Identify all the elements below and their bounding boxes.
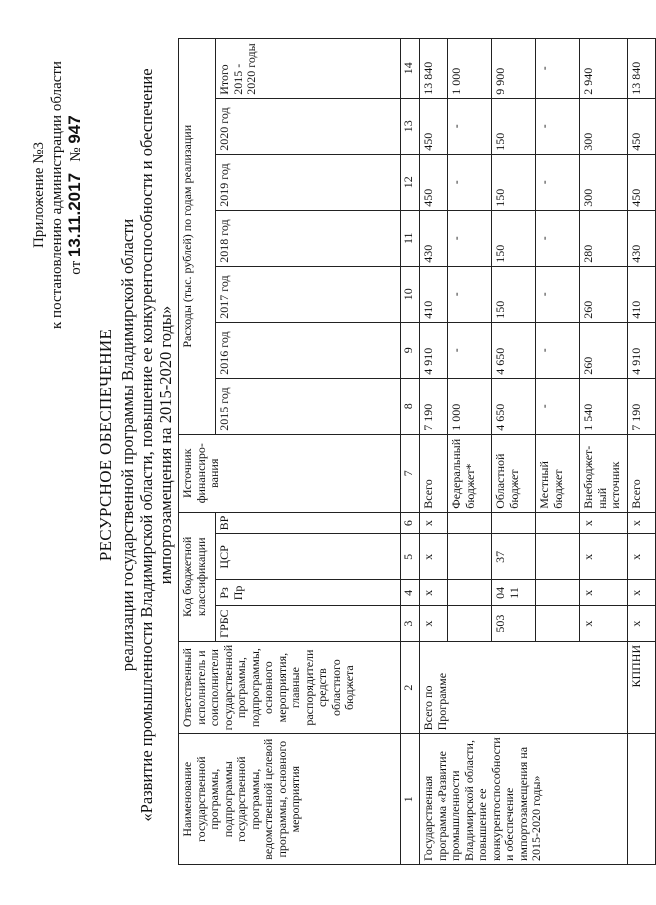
header-budget-code: Код бюджетной классификации [179, 512, 216, 641]
header-vr: ВР [216, 512, 401, 534]
csr-cell: х [580, 534, 628, 580]
value-cell: 260 [580, 266, 628, 322]
index-cell: 11 [401, 210, 420, 266]
vr-cell: х [580, 512, 628, 534]
header-rzpr [216, 580, 401, 606]
value-cell: 7 190 [420, 378, 448, 434]
grbs-cell [536, 606, 580, 641]
title-line4: импортозамещения на 2015-2020 годы» [156, 305, 175, 585]
source-cell: Внебюджет-ный источник [580, 434, 628, 512]
title-line3: «Развитие промышленности Владимирской области, повышение ее конкурентоспособности и обеспечение [137, 68, 156, 822]
header-year-2020: 2020 год [216, 98, 401, 154]
source-cell: Областной бюджет [492, 434, 536, 512]
value-cell: - [448, 322, 492, 378]
header-program-name: Наименование государственной программы, подпрограммы государственной программы, ведомственной целевой программы, основного мероприятия [179, 734, 401, 865]
header-executor: Ответственный исполнитель и соисполнители государственной программы, подпрограммы, основного мероприятия, главные распорядители средств областного бюджета [179, 641, 401, 734]
value-cell: 450 [628, 98, 656, 154]
value-cell: 4 910 [628, 322, 656, 378]
value-cell: 1 000 [448, 38, 492, 98]
value-cell: 430 [628, 210, 656, 266]
header-row-1 [179, 38, 216, 864]
index-cell: 4 [401, 580, 420, 606]
index-cell: 14 [401, 38, 420, 98]
header-rz: Рз [217, 587, 231, 599]
index-cell: 7 [401, 434, 420, 512]
appendix-number: 947 [65, 115, 84, 144]
csr-cell: х [420, 534, 448, 580]
source-cell: Всего [420, 434, 448, 512]
rzpr-cell: х [628, 580, 656, 606]
vr-cell: х [628, 512, 656, 534]
executor-cell: КППНИ [628, 641, 656, 734]
source-cell: Федеральный бюджет* [448, 434, 492, 512]
value-cell: 260 [580, 322, 628, 378]
resource-table-wrap [178, 38, 656, 865]
value-cell: - [536, 210, 580, 266]
index-cell: 6 [401, 512, 420, 534]
value-cell: - [536, 378, 580, 434]
header-year-2017: 2017 год [216, 266, 401, 322]
value-cell: 4 650 [492, 378, 536, 434]
value-cell: - [536, 38, 580, 98]
value-cell: 300 [580, 98, 628, 154]
value-cell: - [448, 210, 492, 266]
header-grbs: ГРБС [216, 606, 401, 641]
value-cell: - [448, 98, 492, 154]
grbs-cell [448, 606, 492, 641]
csr-cell: 37 [492, 534, 536, 580]
resource-table [178, 38, 656, 865]
value-cell: 9 900 [492, 38, 536, 98]
title-line2: реализации государственной программы Владимирской области [118, 218, 137, 672]
header-source: Источник финансиро-вания [179, 434, 401, 512]
rzpr-cell: х [420, 580, 448, 606]
table-row [420, 38, 448, 864]
value-cell: 1 000 [448, 378, 492, 434]
grbs-cell: 503 [492, 606, 536, 641]
index-cell: 13 [401, 98, 420, 154]
header-csr: ЦСР [216, 534, 401, 580]
value-cell: 4 910 [420, 322, 448, 378]
value-cell: 4 650 [492, 322, 536, 378]
rzpr-cell [536, 580, 580, 606]
executor-cell: Всего по Программе [420, 641, 628, 734]
value-cell: 280 [580, 210, 628, 266]
value-cell: 7 190 [628, 378, 656, 434]
value-cell: 150 [492, 154, 536, 210]
index-cell: 9 [401, 322, 420, 378]
index-cell: 1 [401, 734, 420, 865]
grbs-cell: х [420, 606, 448, 641]
index-cell: 2 [401, 641, 420, 734]
date-prefix: от [68, 260, 84, 275]
value-cell: 410 [628, 266, 656, 322]
header-pr: Пр [230, 585, 245, 601]
value-cell: - [536, 98, 580, 154]
header-total: Итого 2015 - 2020 годы [216, 38, 401, 98]
index-cell: 12 [401, 154, 420, 210]
value-cell: - [448, 266, 492, 322]
value-cell: 430 [420, 210, 448, 266]
appendix-date-line [66, 30, 85, 360]
value-cell: 450 [420, 98, 448, 154]
value-cell: 450 [628, 154, 656, 210]
value-cell: - [448, 154, 492, 210]
csr-cell [536, 534, 580, 580]
index-row [401, 38, 420, 864]
document-title [96, 45, 175, 845]
header-year-2016: 2016 год [216, 322, 401, 378]
value-cell: 13 840 [420, 38, 448, 98]
value-cell: 150 [492, 266, 536, 322]
vr-cell: х [420, 512, 448, 534]
value-cell: 150 [492, 210, 536, 266]
number-prefix: № [68, 147, 84, 162]
value-cell: - [536, 322, 580, 378]
header-year-2015: 2015 год [216, 378, 401, 434]
vr-cell [536, 512, 580, 534]
rzpr-cell: 04 11 [492, 580, 536, 606]
value-cell: 2 940 [580, 38, 628, 98]
index-cell: 5 [401, 534, 420, 580]
index-cell: 3 [401, 606, 420, 641]
grbs-cell: х [628, 606, 656, 641]
header-year-2018: 2018 год [216, 210, 401, 266]
title-line1: РЕСУРСНОЕ ОБЕСПЕЧЕНИЕ [96, 328, 115, 562]
grbs-cell: х [580, 606, 628, 641]
value-cell: - [536, 266, 580, 322]
source-cell: Местный бюджет [536, 434, 580, 512]
program-name-cell-empty [628, 734, 656, 865]
rzpr-cell [448, 580, 492, 606]
vr-cell [492, 512, 536, 534]
table-row [628, 38, 656, 864]
rzpr-cell: х [580, 580, 628, 606]
value-cell: - [536, 154, 580, 210]
value-cell: 1 540 [580, 378, 628, 434]
csr-cell [448, 534, 492, 580]
value-cell: 150 [492, 98, 536, 154]
value-cell: 300 [580, 154, 628, 210]
appendix-line2: к постановлению администрации области [49, 61, 65, 329]
index-cell: 8 [401, 378, 420, 434]
index-cell: 10 [401, 266, 420, 322]
vr-cell [448, 512, 492, 534]
appendix-header [30, 30, 85, 360]
value-cell: 13 840 [628, 38, 656, 98]
source-cell: Всего [628, 434, 656, 512]
csr-cell: х [628, 534, 656, 580]
value-cell: 410 [420, 266, 448, 322]
header-expenses: Расходы (тыс. рублей) по годам реализации [179, 38, 216, 434]
value-cell: 450 [420, 154, 448, 210]
appendix-line1: Приложение №3 [31, 141, 47, 249]
appendix-date: 13.11.2017 [65, 172, 84, 258]
header-year-2019: 2019 год [216, 154, 401, 210]
program-name-cell: Государственная программа «Развитие промышленности Владимирской области, повышение ее конкурентоспособности и обеспечение импортозамещения на 2015-2020 годы» [420, 734, 628, 865]
